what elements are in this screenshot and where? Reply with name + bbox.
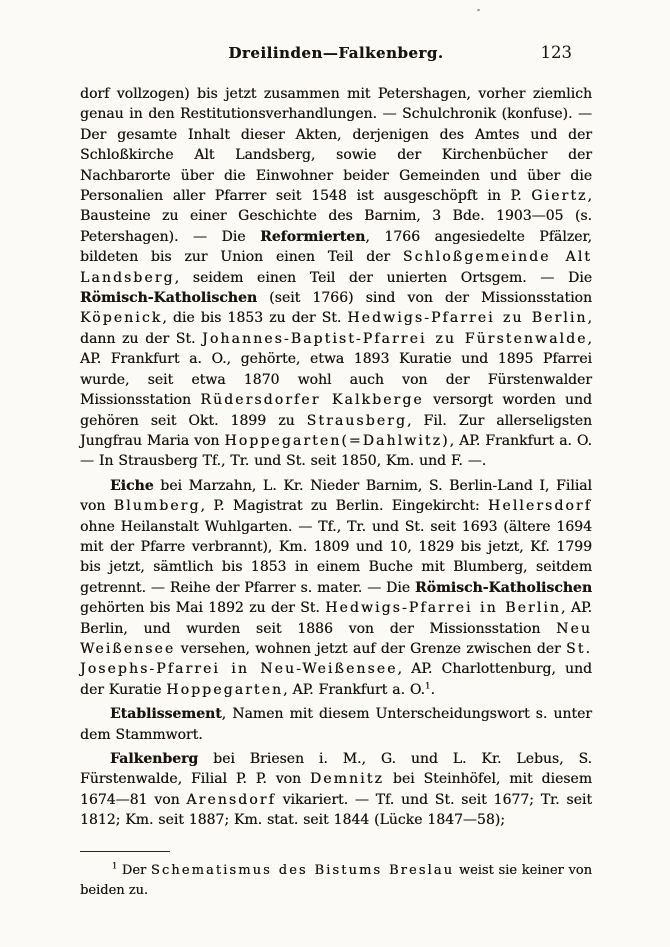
page-header (80, 44, 592, 66)
entry-dreilinden-continuation: dorf vollzogen) bis jetzt zusammen mit Petershagen, vorher ziemlich genau in den Restitutionsverhandlungen. — Schulchronik (konfuse). — Der gesamte Inhalt dieser Akten, derjenigen des Amtes und der Schloßkirche Alt Landsberg, sowie der Kirchenbücher der Nachbarorte über die Einwohner beider Gemeinden und über die Personalien aller Pfarrer seit 1548 ist ausgeschöpft in P. Giertz, Bausteine zu einer Geschichte des Barnim, 3 Bde. 1903—05 (s. Petershagen). — Die Reformierten, 1766 angesiedelte Pfälzer, bildeten bis zur Union einen Teil der Schloßgemeinde Alt Landsberg, seidem einen Teil der unierten Ortsgem. — Die Römisch-Katholischen (seit 1766) sind von der Missionsstation Köpenick, die bis 1853 zu der St. Hedwigs-Pfarrei zu Berlin, dann zu der St. Johannes-Baptist-Pfarrei zu Fürstenwalde, AP. Frankfurt a. O., gehörte, etwa 1893 Kuratie und 1895 Pfarrei wurde, seit etwa 1870 wohl auch von der Fürstenwalder Missionsstation Rüdersdorfer Kalkberge versorgt worden und gehören seit Okt. 1899 zu Strausberg, Fil. Zur allerseligsten Jungfrau Maria von Hoppegarten(=Dahlwitz), AP. Frankfurt a. O. — In Strausberg Tf., Tr. und St. seit 1850, Km. und F. —. (80, 86, 592, 470)
running-title: Dreilinden—Falkenberg. (228, 44, 444, 62)
footnote (80, 851, 592, 901)
page-number: 123 (540, 43, 572, 62)
footnote-text: $^1$ Der Schematismus des Bistums Breslau weist sie keiner von beiden zu. (80, 861, 592, 898)
entry-falkenberg: Falkenberg bei Briesen i. M., G. und L. Kr. Lebus, S. Fürstenwalde, Filial P. P. von Demnitz bei Steinhöfel, mit diesem 1674—81 von Arensdorf vikariert. — Tf. und St. seit 1677; Tr. seit 1812; Km. seit 1887; Km. stat. seit 1844 (Lücke 1847—58); (80, 751, 592, 829)
footnote-rule (80, 851, 170, 852)
text-block (80, 84, 592, 831)
entry-eiche: Eiche bei Marzahn, L. Kr. Nieder Barnim, S. Berlin-Land I, Filial von Blumberg, P. Magistrat zu Berlin. Eingekircht: Hellersdorf ohne Heilanstalt Wuhlgarten. — Tf., Tr. und St. seit 1693 (ältere 1694 mit der Pfarre verbrannt), Km. 1809 und 10, 1829 bis jetzt, Kf. 1799 bis jetzt, sämtlich bis 1853 in einem Buche mit Blumberg, seitdem getrennt. — Reihe der Pfarrer s. mater. — Die Römisch-Katholischen gehörten bis Mai 1892 zu der St. Hedwigs-Pfarrei in Berlin, AP. Berlin, und wurden seit 1886 von der Missionsstation Neu Weißensee versehen, wohnen jetzt auf der Grenze zwischen der St. Josephs-Pfarrei in Neu-Weißensee, AP. Charlottenburg, und der Kuratie Hoppegarten, AP. Frankfurt a. O.$^1$. (80, 477, 592, 698)
entry-etablissement: Etablissement, Namen mit diesem Unterscheidungswort s. unter dem Stammwort. (80, 706, 592, 743)
scan-artifact (477, 9, 480, 11)
